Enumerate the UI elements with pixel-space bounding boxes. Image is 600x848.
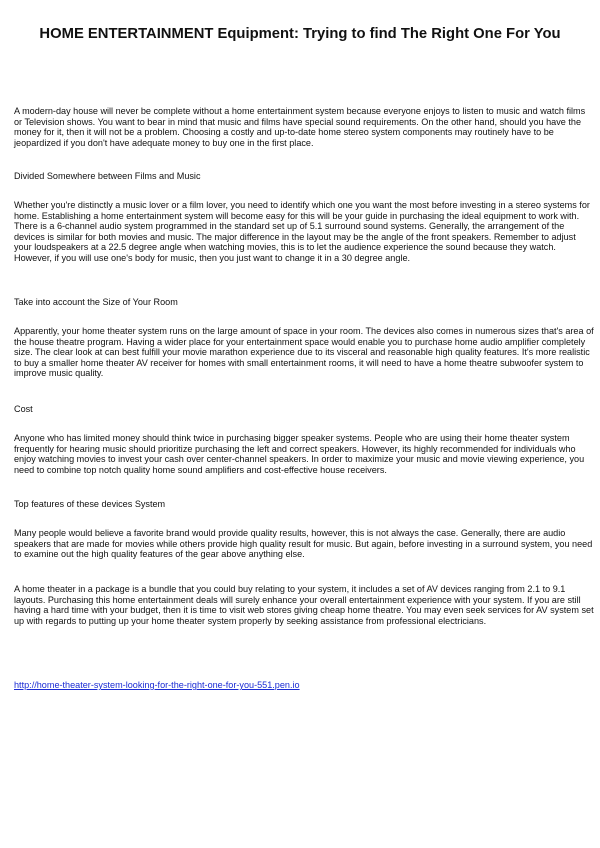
section-paragraph-features-2: A home theater in a package is a bundle that you could buy relating to your system, it includes a set of AV devices ranging from 2.1 to 9.1 layouts. Purchasing this home entertainment deals will surely enhance your overall entertainment experience with your system. If you are still having a hard time with your budget, then it is time to visit web stores giving cheap home theatre. You may even seek services for AV system set up with regards to putting up your home theater system properly by seeking assistance from professional electricians. [14,584,594,626]
section-paragraph-features-1: Many people would believe a favorite brand would provide quality results, however, this is not always the case. Generally, there are audio speakers that are made for movies while others provide high quality result for music. But again, before investing in a surround system, you need to examine out the high quality features of the gear above anything else. [14,528,593,560]
page-title: HOME ENTERTAINMENT Equipment: Trying to find The Right One For You [39,26,561,42]
section-heading-room-size: Take into account the Size of Your Room [14,297,178,307]
section-heading-cost: Cost [14,404,33,414]
section-heading-films-music: Divided Somewhere between Films and Music [14,171,201,181]
source-link[interactable]: http://home-theater-system-looking-for-the-right-one-for-you-551.pen.io [14,680,300,690]
intro-paragraph: A modern-day house will never be complete without a home entertainment system because everyone enjoys to listen to music and watch films or Television shows. You want to bear in mind that music and films have special sound requirements. On the other hand, should you have the money for it, then it will not be a problem. Choosing a costly and up-to-date home stereo system components may routinely have to be jeopardized if you don't have adequate money to buy one in the first place. [14,106,586,148]
section-paragraph-room-size: Apparently, your home theater system runs on the large amount of space in your room. The devices also comes in numerous sizes that's area of the house theatre program. Having a wider place for your entertainment space would enable you to purchase home audio amplifier completely size. The clear look at can best fulfill your movie marathon experience due to its visceral and reasonable high quality features. It's more realistic to buy a smaller home theater AV receiver for homes with small entertainment rooms, it will need to have a home theatre subwoofer system to improve music quality. [14,326,594,379]
section-heading-features: Top features of these devices System [14,499,166,509]
section-paragraph-cost: Anyone who has limited money should think twice in purchasing bigger speaker systems. People who are using their home theater system frequently for hearing music should prioritize purchasing the left and correct speakers. However, its highly recommended for individuals who enjoy watching movies to invest your cash over center-channel speakers. In order to maximize your music and movie viewing experience, you need to combine top notch quality home sound amplifiers and cost-effective house receivers. [14,433,585,475]
section-paragraph-films-music: Whether you're distinctly a music lover or a film lover, you need to identify which one you want the most before investing in a stereo systems for home. Establishing a home entertainment system will become easy for this will be your guide in purchasing the ideal equipment to work with. There is a 6-channel audio system programmed in the standard set up of 5.1 surround sound systems. Generally, the arrangement of the devices is similar for both movies and music. The major difference in the layout may be the angle of the front speakers. Remember to adjust your loudspeakers at a 22.5 degree angle when watching movies, this is to let the audience experience the sound because they watch. However, if you will use one's body for music, then you just want to change it in a 30 degree angle. [14,200,590,263]
